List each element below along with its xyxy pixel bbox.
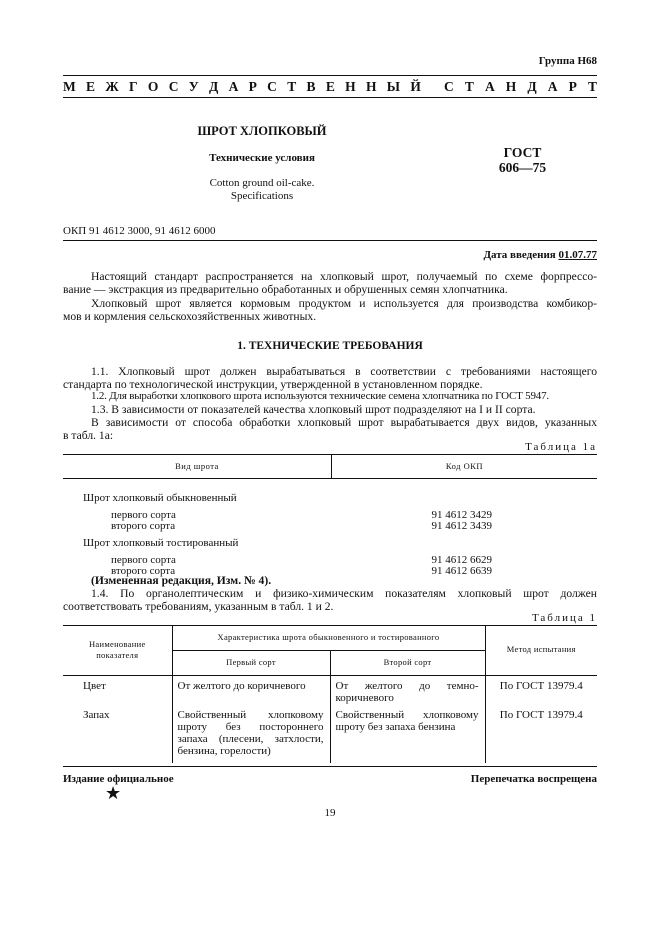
banner-letter: Р <box>568 78 577 94</box>
english-subtitle-line: Specifications <box>230 190 294 202</box>
banner-letter: Д <box>208 78 219 94</box>
banner-letter: Г <box>129 78 138 94</box>
interstate-standard-banner <box>63 78 597 94</box>
table-1a-code: 91 4612 6629 <box>431 553 492 566</box>
footer-rule <box>63 766 597 767</box>
english-title-line: Cotton ground oil-cake. <box>209 177 315 189</box>
table-1-indicator: Цвет <box>63 675 172 709</box>
table-row <box>63 675 597 709</box>
banner-letter: С <box>444 78 454 94</box>
star-icon: ★ <box>105 783 122 803</box>
table-1-method: По ГОСТ 13979.4 <box>499 708 583 721</box>
intro-date-value: 01.07.77 <box>558 249 597 261</box>
banner-letter: С <box>168 78 179 94</box>
table-1a-group-name: Шрот хлопковый тостированный <box>83 536 239 549</box>
table-row <box>63 510 597 521</box>
text-line: в табл. 1а: <box>63 429 114 442</box>
text-line: Хлопковый шрот является кормовым продуктом и используется для производства комбикор- <box>91 297 597 310</box>
table-1-header-characteristic: Характеристика шрота обыкновенного и тостированного <box>172 625 485 650</box>
table-1 <box>63 625 597 763</box>
text-line: стандарта по технологической инструкции, утвержденной в установленном порядке. <box>63 378 483 391</box>
banner-letter: А <box>547 78 558 94</box>
table-1-header-second-grade: Второй сорт <box>330 650 485 675</box>
okp-codes: ОКП 91 4612 3000, 91 4612 6000 <box>63 225 216 237</box>
intro-paragraph-2 <box>63 297 597 323</box>
table-1-first-grade: Свойственный хлопковому шроту без постороннего запаха (плесени, затхлости, бензина, горелости) <box>172 709 330 763</box>
gost-number: 606—75 <box>498 160 547 175</box>
banner-letter: М <box>63 78 76 94</box>
table-1a-caption: Таблица 1а <box>525 441 597 453</box>
text-line: В зависимости от способа обработки хлопковый шрот вырабатывается двух видов, указанных <box>91 416 597 429</box>
banner-letter: А <box>228 78 239 94</box>
banner-top-rule <box>63 75 597 76</box>
page-number: 19 <box>324 807 336 819</box>
banner-letter: Т <box>587 78 597 94</box>
banner-letter: О <box>147 78 159 94</box>
intro-date-label: Дата введения <box>483 249 556 261</box>
table-1-header-method: Метод испытания <box>485 625 597 675</box>
banner-bottom-rule <box>63 97 597 98</box>
text-line: вание — экстракция из предварительно обработанных и обрушенных семян хлопчатника. <box>63 283 508 296</box>
group-label: Группа Н68 <box>538 55 597 67</box>
table-row <box>63 521 597 532</box>
clause-1-1 <box>63 365 597 391</box>
banner-letter: У <box>188 78 199 94</box>
table-row <box>63 555 597 566</box>
banner-letter: Е <box>325 78 335 94</box>
document-title: ШРОТ ХЛОПКОВЫЙ <box>197 124 327 138</box>
banner-letter: Д <box>527 78 537 94</box>
header-divider <box>63 240 597 241</box>
table-1a-header-code: Код ОКП <box>332 454 598 479</box>
banner-word-standard <box>444 80 597 93</box>
table-1-header-indicator <box>63 625 172 675</box>
clause-1-3 <box>63 403 597 416</box>
banner-letter: Н <box>505 78 517 94</box>
text-line: Настоящий стандарт распространяется на хлопковый шрот, получаемый по схеме форпрессо- <box>91 270 597 283</box>
banner-letter: В <box>306 78 316 94</box>
banner-letter: Е <box>86 78 96 94</box>
text-line: 1.1. Хлопковый шрот должен вырабатываться в соответствии с требованиями настоящего <box>91 365 597 378</box>
banner-letter: С <box>267 78 277 94</box>
text-line: мов и кормления сельскохозяйственных животных. <box>63 310 317 323</box>
table-1a <box>63 454 597 577</box>
text-line: соответствовать требованиям, указанным в табл. 1 и 2. <box>63 600 334 613</box>
banner-letter: Н <box>365 78 377 94</box>
text-line: 1.3. В зависимости от показателей качества хлопковый шрот подразделяют на I и II сорта. <box>91 403 536 416</box>
intro-paragraph-1 <box>63 270 597 296</box>
section-title: 1. ТЕХНИЧЕСКИЕ ТРЕБОВАНИЯ <box>237 340 423 352</box>
table-1a-grade: второго сорта <box>111 519 176 532</box>
edition-official: Издание официальное <box>63 773 174 785</box>
banner-letter: Т <box>287 78 297 94</box>
table-1-indicator: Запах <box>63 709 172 763</box>
reprint-prohibited: Перепечатка воспрещена <box>470 773 597 785</box>
banner-word-interstate <box>63 80 421 93</box>
clause-1-4 <box>63 587 597 613</box>
gost-designation <box>480 145 565 175</box>
text-line: 1.4. По органолептическим и физико-химическим показателям хлопковый шрот должен <box>91 587 597 600</box>
banner-letter: Ы <box>386 78 401 94</box>
table-1a-grade: второго сорта <box>111 564 176 577</box>
gost-label: ГОСТ <box>503 145 542 160</box>
table-1-second-grade: Свойственный хлопковому шроту без запаха бензина <box>330 709 485 763</box>
banner-letter: Й <box>410 78 421 94</box>
table-1a-code: 91 4612 3439 <box>431 519 492 532</box>
banner-letter: Т <box>464 78 474 94</box>
clause-1-2 <box>63 390 597 403</box>
table-1a-header-type: Вид шрота <box>63 454 332 479</box>
table-1a-grade: первого сорта <box>111 508 176 521</box>
table-1-first-grade: От желтого до коричневого <box>172 675 330 709</box>
document-subtitle: Технические условия <box>209 152 315 164</box>
header-line: Наименование <box>88 638 146 649</box>
header-line: показателя <box>96 649 139 660</box>
table-1-second-grade: От желтого до темно-коричневого <box>330 675 485 709</box>
document-title-english <box>130 177 394 203</box>
table-1-header-first-grade: Первый сорт <box>172 650 330 675</box>
table-1a-code: 91 4612 6639 <box>431 564 492 577</box>
banner-letter: Н <box>345 78 356 94</box>
table-1a-group-name: Шрот хлопковый обыкновенный <box>83 491 237 504</box>
banner-letter: Ж <box>105 78 119 94</box>
clause-1-3-types <box>63 416 597 442</box>
introduction-date <box>380 249 597 262</box>
table-1a-code: 91 4612 3429 <box>431 508 492 521</box>
banner-letter: А <box>484 78 495 94</box>
banner-letter: Р <box>248 78 257 94</box>
text-line: 1.2. Для выработки хлопкового шрота используются технические семена хлопчатника по ГОСТ 5947. <box>91 390 549 402</box>
table-1-caption: Таблица 1 <box>531 612 597 624</box>
table-1a-grade: первого сорта <box>111 553 176 566</box>
amendment-note: (Измененная редакция, Изм. № 4). <box>91 574 272 587</box>
table-row <box>63 709 597 763</box>
table-1-method: По ГОСТ 13979.4 <box>499 679 583 692</box>
